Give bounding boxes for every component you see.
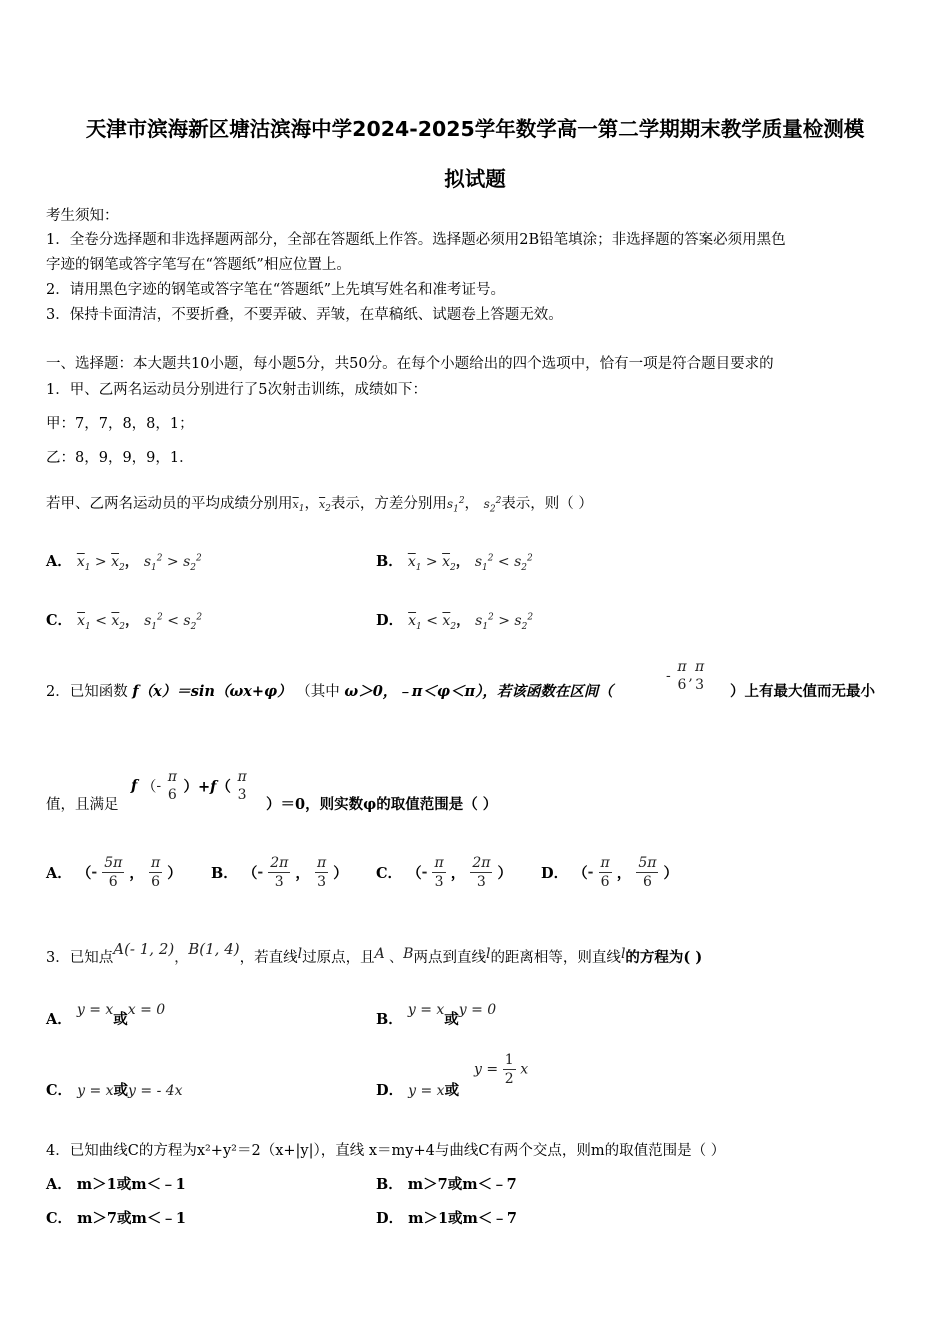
q4-option-c[interactable]: C． m＞7或m＜﹣1	[46, 1210, 186, 1227]
q1-option-c[interactable]: C． $\overline{x}_1 < \overline{x}_2$， $s_1^2 < s_2^2$	[46, 612, 203, 632]
page-title-line2: 拟试题	[444, 167, 506, 191]
notice-item-2: 2．请用黑色字迹的钢笔或答字笔在“答题纸”上先填写姓名和准考证号。	[46, 282, 506, 298]
formula-s1sq: $s_1^2$	[446, 496, 465, 515]
q4-option-b[interactable]: B． m＞7或m＜﹣7	[376, 1176, 517, 1193]
formula-q3-d: y = x	[408, 1083, 445, 1099]
q2-stem: 2．已知函数 f（x）＝sin（ωx+φ） （其中 ω＞0，﹣π＜φ＜π），若该函数在区间（	[46, 683, 613, 700]
formula-q3-d-half: y = $\frac{1}{2}$ x	[474, 1052, 529, 1087]
q2-option-d[interactable]: D． （- $\frac{\pi}{6}$ ， $\frac{5\pi}{6}$ ）	[541, 855, 679, 890]
formula-x2bar: $\overline{x}_2$	[318, 498, 331, 515]
q1-stem: 1．甲、乙两名运动员分别进行了5次射击训练，成绩如下：	[46, 382, 427, 398]
section-heading: 一、选择题：本大题共10小题，每小题5分，共50分。在每个小题给出的四个选项中，恰有一项是符合题目要求的	[46, 356, 774, 372]
q3-option-c[interactable]: C． y = x或y = - 4x	[46, 1082, 183, 1099]
q1-question: 若甲、乙两名运动员的平均成绩分别用$\overline{x}_1$，$\overline{x}_2$表示，方差分别用$s_1^2$， $s_2^2$表示，则（ ）	[46, 496, 593, 515]
q1-option-a[interactable]: A． $\overline{x}_1 > \overline{x}_2$， $s_1^2 > s_2^2$	[46, 553, 202, 573]
notice-item-1a: 1．全卷分选择题和非选择题两部分，全部在答题纸上作答。选择题必须用2B铅笔填涂；非选择题的答案必须用黑色	[46, 232, 786, 248]
q2-option-c[interactable]: C． （- $\frac{\pi}{3}$ ， $\frac{2\pi}{3}$ ）	[376, 855, 512, 890]
formula-q2-condition: f （- π 6 ）+f（ π 3	[131, 769, 247, 803]
formula-point-a: A(- 1, 2)	[113, 940, 175, 958]
formula-s2sq: $s_2^2$	[483, 496, 502, 515]
notice-heading: 考生须知：	[46, 208, 119, 224]
q3-option-b[interactable]: B． y = x或y = 0	[376, 1002, 497, 1028]
q1-option-b[interactable]: B． $\overline{x}_1 > \overline{x}_2$， $s_1^2 < s_2^2$	[376, 553, 533, 573]
q3-option-d[interactable]: D． y = x或	[376, 1082, 460, 1099]
formula-q1-c: $\overline{x}_1 < \overline{x}_2$	[77, 613, 126, 632]
formula-q2-interval: - π 6 , π 3	[666, 659, 705, 693]
formula-q3-c: y = x	[77, 1083, 114, 1099]
q3-stem: 3．已知点A(- 1, 2)，B(1, 4)，若直线l过原点，且A 、B两点到直线l的距离相等，则直线l的方程为( )	[46, 940, 703, 966]
q4-option-a[interactable]: A． m＞1或m＜﹣1	[46, 1176, 186, 1193]
notice-item-3: 3．保持卡面清洁，不要折叠，不要弄破、弄皱，在草稿纸、试题卷上答题无效。	[46, 307, 563, 323]
formula-q3-a: y = x	[76, 1002, 114, 1018]
formula-point-b: B(1, 4)	[188, 940, 240, 958]
q2-option-b[interactable]: B． （- $\frac{2\pi}{3}$ ， $\frac{\pi}{3}$ ）	[211, 855, 348, 890]
q1-option-d[interactable]: D． $\overline{x}_1 < \overline{x}_2$， $s_1^2 > s_2^2$	[376, 612, 534, 632]
formula-x1bar: $\overline{x}_1$	[292, 498, 305, 515]
formula-q3-b: y = x	[407, 1002, 445, 1018]
q1-yi-scores: 乙：8，9，9，9，1．	[46, 450, 194, 466]
q2-line2-a: 值，且满足	[46, 797, 119, 813]
notice-item-1b: 字迹的钢笔或答字笔写在“答题纸”相应位置上。	[46, 257, 351, 273]
formula-q1-a: $\overline{x}_1 > \overline{x}_2$	[76, 554, 125, 573]
q3-option-a[interactable]: A． y = x或x = 0	[46, 1002, 166, 1028]
q4-option-d[interactable]: D． m＞1或m＜﹣7	[376, 1210, 517, 1227]
formula-q1-d: $\overline{x}_1 < \overline{x}_2$	[408, 613, 457, 632]
page-title-line1: 天津市滨海新区塘沽滨海中学2024-2025学年数学高一第二学期期末教学质量检测模	[85, 117, 865, 141]
q2-option-a[interactable]: A． （- $\frac{5\pi}{6}$ ， $\frac{\pi}{6}$ ）	[46, 855, 182, 890]
formula-q1-b: $\overline{x}_1 > \overline{x}_2$	[407, 554, 456, 573]
q1-jia-scores: 甲：7，7，8，8，1；	[46, 416, 194, 432]
q2-line2-b: ）＝0，则实数φ的取值范围是（ ）	[266, 796, 498, 813]
q2-stem-end: ）上有最大值而无最小	[730, 683, 875, 700]
q4-stem: 4．已知曲线C的方程为x²+y²＝2（x+|y|），直线 x＝my+4与曲线C有两个交点，则m的取值范围是（ ）	[46, 1143, 726, 1159]
